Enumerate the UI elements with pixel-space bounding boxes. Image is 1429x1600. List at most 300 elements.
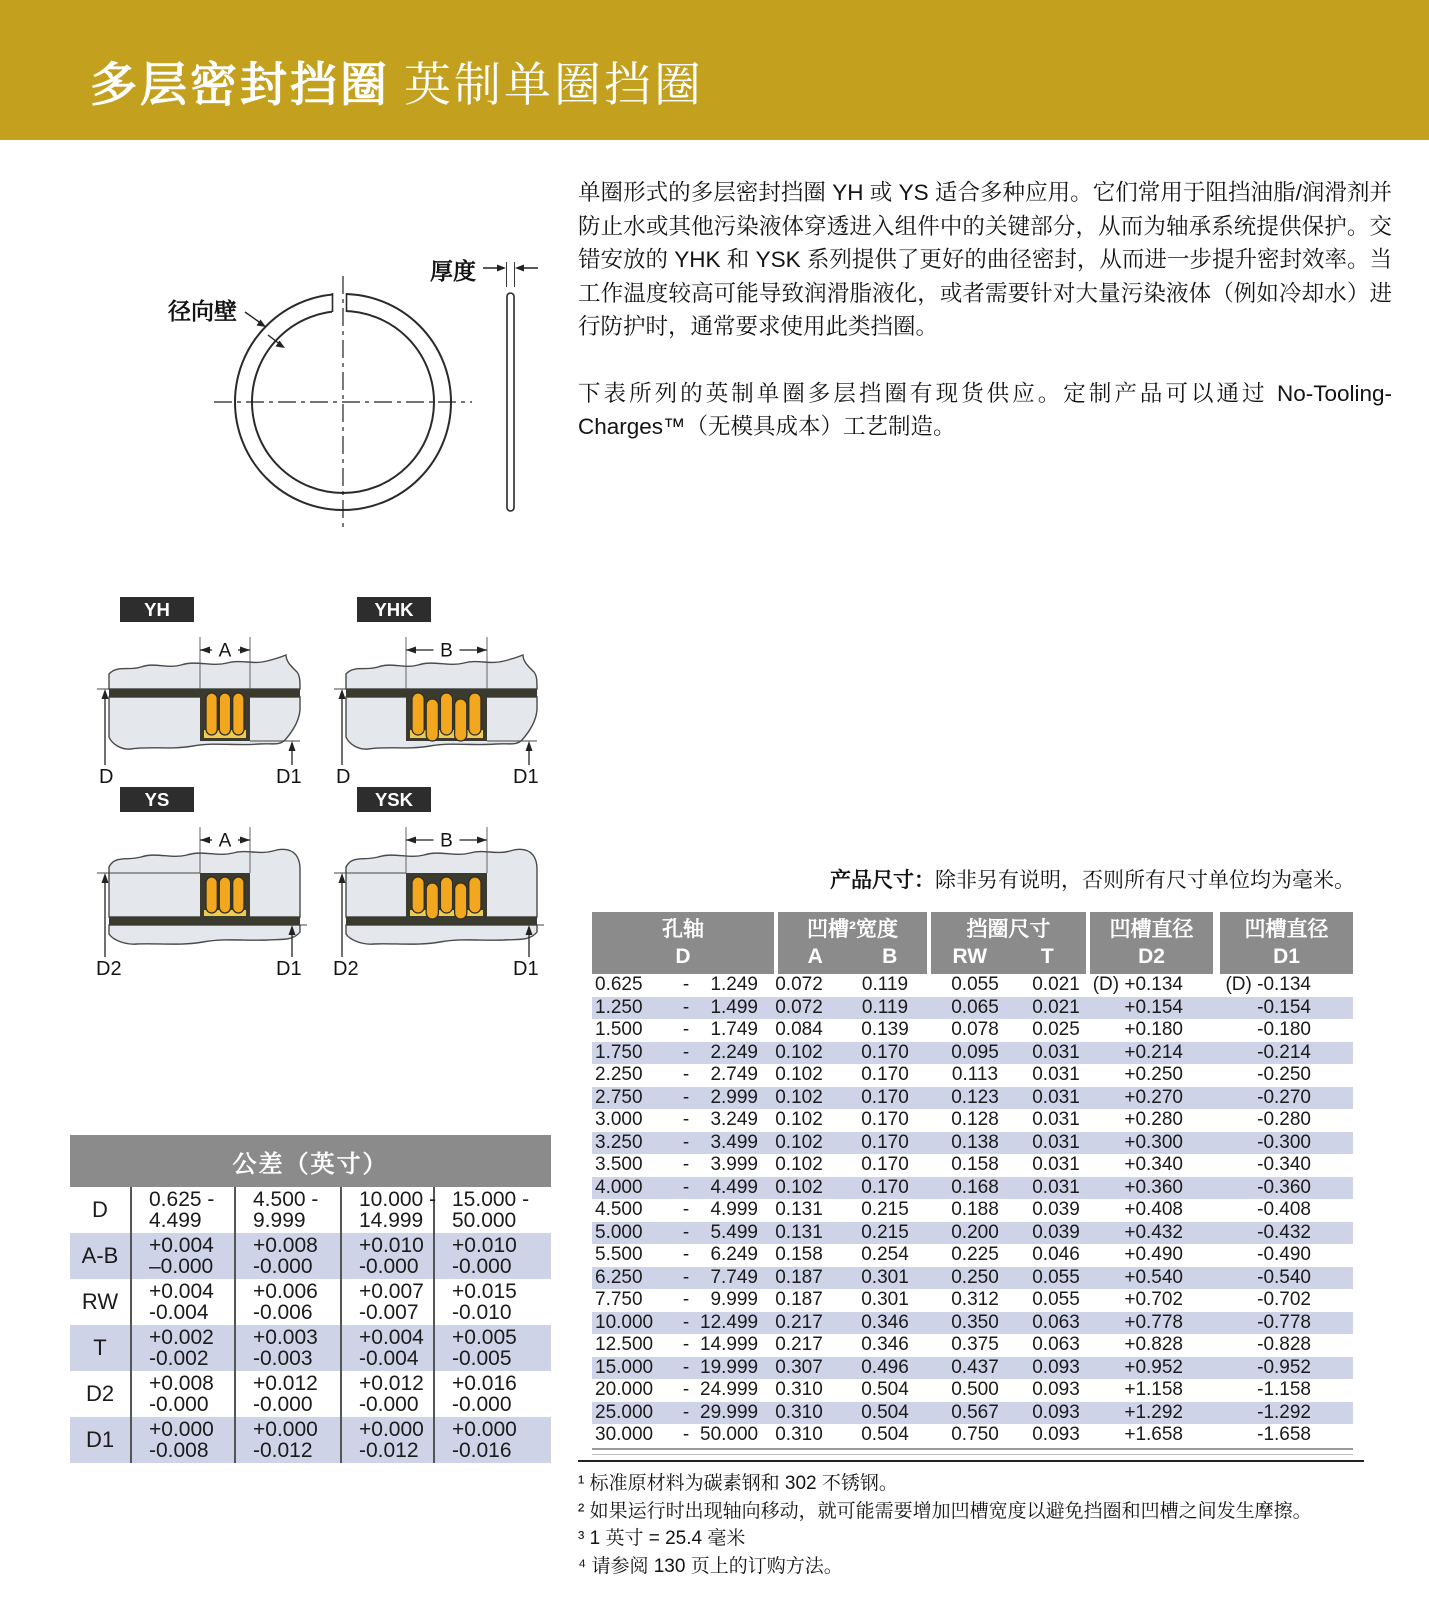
table-cell: 0.093 [1032,1401,1080,1423]
table-cell: 0.310 [775,1424,823,1446]
table-cell: 3.000 [595,1109,643,1131]
table-cell: 0.312 [951,1289,999,1311]
tolerance-row [70,1279,551,1325]
table-cell: +0.280 [1124,1109,1183,1131]
table-cell: -0.154 [1257,996,1311,1018]
table-cell: - [682,1109,690,1131]
table-cell: 0.215 [861,1221,909,1243]
table-cell: +0.270 [1124,1086,1183,1108]
table-cell: 0.031 [1032,1064,1080,1086]
table-cell: 15.000 [595,1356,654,1378]
table-cell: - [682,1401,690,1423]
tolerance-cell: +0.003 -0.003 [236,1325,342,1371]
main-table-body [592,974,1353,1447]
tolerance-cell: +0.000 -0.012 [342,1417,435,1463]
column-header: 凹槽直径 [1244,918,1329,941]
table-cell: +0.154 [1124,996,1183,1018]
table-cell: -0.952 [1257,1356,1311,1378]
main-table-header [592,912,1353,974]
main-table-header-cell [1220,912,1353,974]
table-cell: - [682,1064,690,1086]
table-cell: 0.078 [951,1019,999,1041]
table-cell: 0.170 [861,1176,909,1198]
table-cell: +0.540 [1124,1266,1183,1288]
tolerance-cell: +0.006 -0.006 [236,1279,342,1325]
table-cell: 0.375 [951,1334,999,1356]
table-row [592,1244,1353,1267]
table-cell: 4.500 [595,1199,643,1221]
table-row [592,1402,1353,1425]
table-cell: +0.702 [1124,1289,1183,1311]
dimensions-note-label: 产品尺寸： [830,869,935,892]
table-row [592,1132,1353,1155]
table-cell: +1.292 [1124,1401,1183,1423]
svg-text:D2: D2 [96,958,122,978]
table-cell: 12.500 [595,1334,654,1356]
tolerance-row-label: D [70,1187,132,1233]
table-cell: 0.250 [951,1266,999,1288]
svg-text:YH: YH [144,599,170,620]
table-cell: +0.250 [1124,1064,1183,1086]
table-cell: -1.292 [1257,1401,1311,1423]
table-cell: +0.828 [1124,1334,1183,1356]
footnote: ² 如果运行时出现轴向移动，就可能需要增加凹槽宽度以避免挡圈和凹槽之间发生摩擦。 [578,1500,1312,1522]
page-title-sub: 英制单圈挡圈 [404,58,704,111]
svg-text:B: B [440,640,453,662]
svg-text:YSK: YSK [374,789,414,810]
table-cell: 0.301 [861,1289,909,1311]
tolerance-table-body [70,1187,551,1463]
table-cell: - [682,1221,690,1243]
table-cell: 0.102 [775,1176,823,1198]
table-cell: 0.168 [951,1176,999,1198]
table-cell: 0.170 [861,1041,909,1063]
table-cell: 0.625 [595,974,643,996]
table-cell: 0.307 [775,1356,823,1378]
table-cell: 0.031 [1032,1131,1080,1153]
table-cell: - [682,974,690,996]
tolerance-cell: +0.007 -0.007 [342,1279,435,1325]
table-cell: - [682,996,690,1018]
tolerance-row [70,1417,551,1463]
tolerance-row [70,1233,551,1279]
table-cell: 0.031 [1032,1154,1080,1176]
table-cell: 0.187 [775,1289,823,1311]
table-row [592,1334,1353,1357]
table-cell: 0.031 [1032,1176,1080,1198]
table-cell: 1.250 [595,996,643,1018]
tolerance-cell: +0.016 -0.000 [452,1371,517,1416]
table-cell: -1.658 [1257,1424,1311,1446]
svg-text:D: D [336,766,351,788]
section-diagram [332,593,547,788]
table-cell: -0.490 [1257,1244,1311,1266]
table-cell: 2.249 [710,1041,758,1063]
svg-text:D1: D1 [513,958,539,978]
table-cell: 5.499 [710,1221,758,1243]
table-cell: 0.021 [1032,996,1080,1018]
table-row [592,1154,1353,1177]
table-cell: 7.749 [710,1266,758,1288]
table-cell: - [682,1176,690,1198]
footnotes [578,1470,1378,1580]
table-cell: 0.310 [775,1401,823,1423]
table-cell: 0.055 [951,974,999,996]
table-cell: 0.170 [861,1154,909,1176]
table-cell: -0.270 [1257,1086,1311,1108]
main-table-header-cell [592,912,774,974]
table-cell: +0.360 [1124,1176,1183,1198]
table-cell: 0.187 [775,1266,823,1288]
ring-diagram [100,235,560,545]
table-cell: - [682,1154,690,1176]
tolerance-cell: +0.004 –0.000 [132,1233,236,1279]
table-cell: - [682,1334,690,1356]
table-cell: 2.999 [710,1086,758,1108]
table-cell: 0.567 [951,1401,999,1423]
table-cell: 9.999 [710,1289,758,1311]
table-cell: - [682,1086,690,1108]
dimensions-note [594,864,1355,894]
table-cell: 0.102 [775,1041,823,1063]
table-cell: 1.249 [710,974,758,996]
table-cell: 0.039 [1032,1221,1080,1243]
table-cell: +0.952 [1124,1356,1183,1378]
table-row [592,1087,1353,1110]
table-cell: 0.170 [861,1131,909,1153]
table-cell: -0.340 [1257,1154,1311,1176]
table-cell: +0.180 [1124,1019,1183,1041]
tolerance-cell: +0.010 -0.000 [342,1233,435,1279]
table-cell: 1.499 [710,996,758,1018]
tolerance-table-title: 公差（英寸） [70,1135,551,1187]
table-cell: 29.999 [700,1401,759,1423]
table-cell: +1.158 [1124,1379,1183,1401]
tolerance-row-label: D1 [70,1417,132,1463]
table-cell: +0.214 [1124,1041,1183,1063]
table-cell: 0.072 [775,996,823,1018]
table-row [592,1042,1353,1065]
table-cell: - [682,1289,690,1311]
table-cell: 0.093 [1032,1379,1080,1401]
table-cell: 6.249 [710,1244,758,1266]
table-cell: 0.217 [775,1334,823,1356]
table-row [592,1289,1353,1312]
tolerance-cell: +0.004 -0.004 [342,1325,435,1371]
table-cell: - [682,1266,690,1288]
table-cell: 0.346 [861,1334,909,1356]
table-cell: -0.828 [1257,1334,1311,1356]
table-cell: 0.119 [861,996,909,1018]
table-cell: 0.039 [1032,1199,1080,1221]
table-cell: -0.280 [1257,1109,1311,1131]
column-subheader: B [882,945,898,968]
table-cell: -0.250 [1257,1064,1311,1086]
table-cell: 0.031 [1032,1109,1080,1131]
table-row [592,974,1353,997]
table-bottom-rule [592,1448,1353,1455]
table-cell: -1.158 [1257,1379,1311,1401]
table-cell: 0.504 [861,1424,909,1446]
table-row [592,1019,1353,1042]
column-subheader: A [807,945,823,968]
table-cell: 30.000 [595,1424,654,1446]
table-cell: -0.214 [1257,1041,1311,1063]
intro-paragraph-1: 单圈形式的多层密封挡圈 YH 或 YS 适合多种应用。它们常用于阻挡油脂/润滑剂并防止水或其他污染液体穿透进入组件中的关键部分，从而为轴承系统提供保护。交错安放的 YHK 和 YSK 系列提供了更好的曲径密封，从而进一步提升密封效率。当工作温度较高可能导致润滑脂液化，或者需要针对大量污染液体（例如冷却水）进行防护时，通常要求使用此类挡圈。 [578,180,1392,339]
table-cell: 0.437 [951,1356,999,1378]
table-row [592,1379,1353,1402]
column-subheader: D1 [1273,945,1300,968]
table-cell: 3.250 [595,1131,643,1153]
intro-paragraph-2: 下表所列的英制单圈多层挡圈有现货供应。定制产品可以通过 No-Tooling-Charges™（无模具成本）工艺制造。 [578,380,1392,439]
table-cell: 0.055 [1032,1266,1080,1288]
page-title [90,48,704,115]
footnote-rule [578,1460,1364,1462]
column-subheader: RW [952,945,988,968]
column-header: 凹槽直径 [1109,918,1194,941]
table-cell: 10.000 [595,1311,654,1333]
tolerance-cell: +0.008 -0.000 [132,1371,236,1417]
table-row [592,1222,1353,1245]
table-row [592,1357,1353,1380]
tolerance-cell: +0.012 -0.000 [342,1371,435,1417]
table-cell: -0.702 [1257,1289,1311,1311]
table-cell: 7.750 [595,1289,643,1311]
svg-text:D: D [99,766,114,788]
section-diagram [95,783,310,978]
table-cell: 0.139 [861,1019,909,1041]
svg-text:A: A [218,640,232,662]
main-table-header-cell [1090,912,1213,974]
table-cell: 0.093 [1032,1424,1080,1446]
tolerance-cell: +0.004 -0.004 [132,1279,236,1325]
table-cell: 0.063 [1032,1311,1080,1333]
svg-text:D1: D1 [276,958,302,978]
table-cell: 4.999 [710,1199,758,1221]
column-subheader: T [1040,945,1054,968]
table-cell: 0.102 [775,1064,823,1086]
table-cell: 0.046 [1032,1244,1080,1266]
table-cell: 0.200 [951,1221,999,1243]
page-title-main: 多层密封挡圈 [90,58,390,111]
table-cell: 0.346 [861,1311,909,1333]
table-cell: 5.500 [595,1244,643,1266]
table-cell: 0.225 [951,1244,999,1266]
footnote: ³ 1 英寸 = 25.4 毫米 [578,1528,746,1549]
table-row [592,1424,1353,1447]
tolerance-cell: +0.015 -0.010 [452,1279,517,1324]
table-cell: 0.217 [775,1311,823,1333]
column-header: 凹槽²宽度 [807,918,898,941]
table-cell: 4.499 [710,1176,758,1198]
ring-gap [332,289,347,315]
table-cell: 0.095 [951,1041,999,1063]
table-cell: 2.750 [595,1086,643,1108]
table-cell: 0.102 [775,1109,823,1131]
footnote: ¹ 标准原材料为碳素钢和 302 不锈钢。 [578,1473,898,1494]
table-cell: - [682,1424,690,1446]
table-cell: 0.128 [951,1109,999,1131]
table-cell: 0.025 [1032,1019,1080,1041]
table-cell: 0.065 [951,996,999,1018]
table-cell: +0.300 [1124,1131,1183,1153]
table-cell: 3.249 [710,1109,758,1131]
table-cell: 0.084 [775,1019,823,1041]
table-cell: - [682,1019,690,1041]
svg-text:D1: D1 [276,766,302,788]
table-row [592,1199,1353,1222]
table-cell: 3.500 [595,1154,643,1176]
table-cell: - [682,1041,690,1063]
table-cell: 24.999 [700,1379,759,1401]
table-cell: 0.063 [1032,1334,1080,1356]
tolerance-row-label: RW [70,1279,132,1325]
table-cell: -0.408 [1257,1199,1311,1221]
table-row [592,997,1353,1020]
table-cell: 2.250 [595,1064,643,1086]
table-cell: 0.750 [951,1424,999,1446]
table-cell: +0.490 [1124,1244,1183,1266]
main-table [592,912,1353,1455]
table-cell: - [682,1199,690,1221]
table-cell: 0.131 [775,1199,823,1221]
thickness-label: 厚度 [430,258,476,284]
tolerance-cell: 10.000 - 14.999 [342,1187,435,1233]
section-diagram [332,783,547,978]
svg-text:D1: D1 [513,766,539,788]
column-header: 孔轴 [662,918,704,941]
table-cell: 0.138 [951,1131,999,1153]
table-cell: 0.496 [861,1356,909,1378]
table-cell: -0.300 [1257,1131,1311,1153]
table-row [592,1267,1353,1290]
table-cell: 0.021 [1032,974,1080,996]
svg-text:B: B [440,830,453,852]
table-cell: 0.504 [861,1401,909,1423]
table-cell: 25.000 [595,1401,654,1423]
table-cell: - [682,1131,690,1153]
svg-text:D2: D2 [333,958,359,978]
table-cell: 0.500 [951,1379,999,1401]
thickness-arrow-right [515,265,524,272]
tolerance-cell: +0.012 -0.000 [236,1371,342,1417]
table-cell: 0.158 [951,1154,999,1176]
table-cell: 0.072 [775,974,823,996]
table-cell: 0.102 [775,1131,823,1153]
table-cell: 0.310 [775,1379,823,1401]
tolerance-cell: +0.008 -0.000 [236,1233,342,1279]
section-diagram [95,593,310,788]
table-cell: - [682,1379,690,1401]
table-cell: 3.999 [710,1154,758,1176]
table-cell: 0.031 [1032,1086,1080,1108]
table-cell: 4.000 [595,1176,643,1198]
ring-side-view [507,293,514,511]
table-cell: -0.432 [1257,1221,1311,1243]
table-cell: 0.031 [1032,1041,1080,1063]
table-cell: 0.055 [1032,1289,1080,1311]
table-cell: 0.123 [951,1086,999,1108]
table-cell: -0.540 [1257,1266,1311,1288]
tolerance-cell: +0.000 -0.016 [452,1417,517,1462]
table-cell: - [682,1311,690,1333]
table-cell: 0.170 [861,1109,909,1131]
table-cell: -0.360 [1257,1176,1311,1198]
table-cell: 0.350 [951,1311,999,1333]
table-row [592,1109,1353,1132]
table-cell: 1.749 [710,1019,758,1041]
table-row [592,1177,1353,1200]
svg-text:YS: YS [144,789,170,810]
table-cell: (D) -0.134 [1225,974,1311,996]
table-cell: +1.658 [1124,1424,1183,1446]
svg-text:A: A [218,830,232,852]
tolerance-row-label: T [70,1325,132,1371]
dimensions-note-text: 除非另有说明，否则所有尺寸单位均为毫米。 [935,869,1355,892]
table-cell: 0.254 [861,1244,909,1266]
tolerance-cell: +0.000 -0.008 [132,1417,236,1463]
table-cell: 1.750 [595,1041,643,1063]
tolerance-cell: 0.625 - 4.499 [132,1187,236,1233]
table-cell: 0.170 [861,1064,909,1086]
table-row [592,1064,1353,1087]
table-cell: 0.093 [1032,1356,1080,1378]
table-cell: +0.340 [1124,1154,1183,1176]
table-cell: 2.749 [710,1064,758,1086]
table-cell: 0.102 [775,1086,823,1108]
table-cell: - [682,1356,690,1378]
table-cell: 0.504 [861,1379,909,1401]
header-band [0,0,1429,140]
tolerance-cell: +0.000 -0.012 [236,1417,342,1463]
intro-text [578,176,1392,477]
tolerance-cell: 15.000 - 50.000 [452,1187,530,1232]
main-table-header-cell [931,912,1086,974]
table-cell: - [682,1244,690,1266]
tolerance-cell: +0.010 -0.000 [452,1233,517,1278]
table-cell: 0.113 [951,1064,999,1086]
table-cell: 0.102 [775,1154,823,1176]
table-cell: -0.180 [1257,1019,1311,1041]
table-cell: +0.432 [1124,1221,1183,1243]
table-cell: +0.778 [1124,1311,1183,1333]
footnote: ⁴ 请参阅 130 页上的订购方法。 [578,1555,843,1577]
main-table-header-cell [778,912,927,974]
tolerance-cell: 4.500 - 9.999 [236,1187,342,1233]
table-cell: 12.499 [700,1311,759,1333]
tolerance-row [70,1187,551,1233]
table-cell: 0.119 [861,974,909,996]
table-cell: 0.170 [861,1086,909,1108]
table-cell: 19.999 [700,1356,759,1378]
table-cell: 50.000 [700,1424,759,1446]
tolerance-row-label: D2 [70,1371,132,1417]
tolerance-row-label: A-B [70,1233,132,1279]
table-cell: 6.250 [595,1266,643,1288]
svg-text:YHK: YHK [374,599,414,620]
tolerance-cell: +0.005 -0.005 [452,1325,517,1370]
column-header: 挡圈尺寸 [966,918,1051,941]
column-subheader: D2 [1138,945,1165,968]
table-cell: 0.301 [861,1266,909,1288]
tolerance-row [70,1371,551,1417]
tolerance-table [70,1135,551,1463]
table-cell: 5.000 [595,1221,643,1243]
table-row [592,1312,1353,1335]
table-cell: 1.500 [595,1019,643,1041]
table-cell: -0.778 [1257,1311,1311,1333]
thickness-arrow-left [497,265,506,272]
